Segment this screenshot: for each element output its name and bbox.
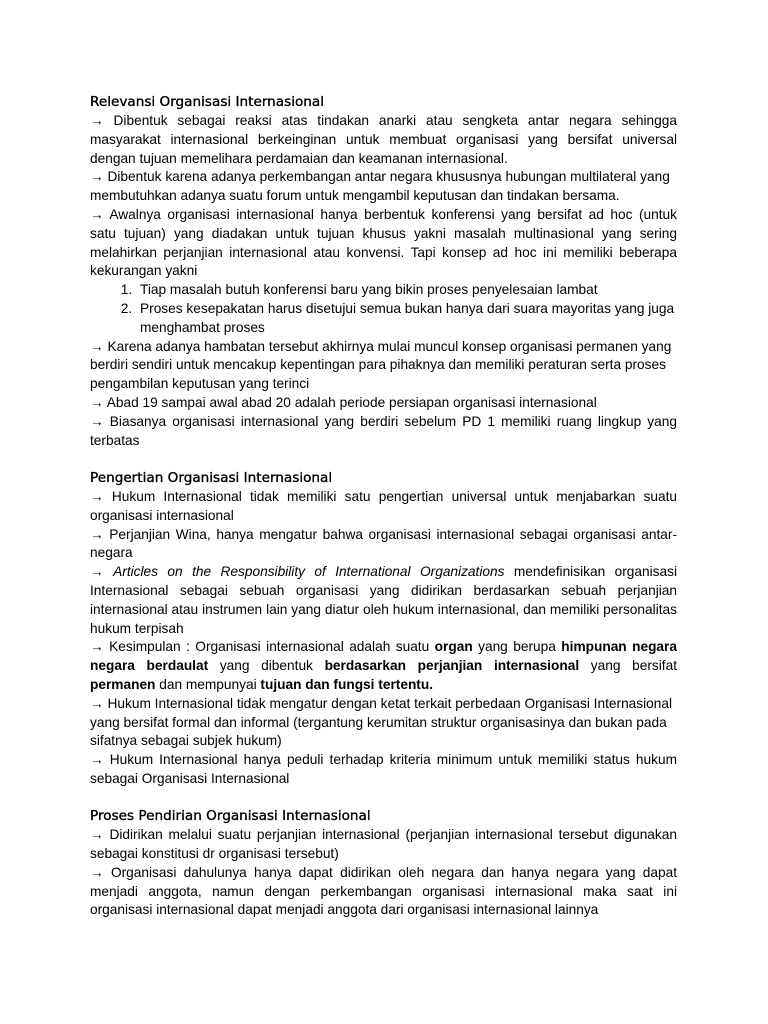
section-title: Pengertian Organisasi Internasional (90, 469, 333, 486)
paragraph: → Awalnya organisasi internasional hanya berbentuk konferensi yang bersifat ad hoc (untuk satu tujuan) yang diadakan untuk tujuan khusus yakni masalah multinasional yang sering melahirkan perjanjian internasional atau konvensi. Tapi konsep ad hoc ini memiliki beberapa kekurangan yakni (90, 206, 677, 279)
bold-text: berdasarkan perjanjian internasional (324, 658, 580, 674)
section-proses-pendirian (90, 807, 677, 920)
paragraph-kesimpulan (90, 638, 677, 694)
bold-text: organ (434, 639, 473, 655)
paragraph-articles (90, 563, 677, 638)
paragraph: → Hukum Internasional tidak memiliki satu pengertian universal untuk menjabarkan suatu organisasi internasional (90, 488, 677, 523)
bold-text: permanen (90, 676, 156, 692)
text: yang bersifat (579, 658, 678, 674)
arrow: → (90, 564, 114, 580)
paragraph: → Karena adanya hambatan tersebut akhirnya mulai muncul konsep organisasi permanen yang berdiri sendiri untuk mencakup kepentingan para pihaknya dan memiliki peraturan serta proses pengambilan keputusan yang terinci (90, 338, 672, 392)
paragraph: → Dibentuk karena adanya perkembangan antar negara khususnya hubungan multilateral yang membutuhkan adanya suatu forum untuk mengambil keputusan dan tindakan bersama. (90, 169, 670, 204)
bold-text: tujuan dan fungsi tertentu. (260, 676, 434, 692)
text: mendefinisikan organisasi Internasional sebagai sebuah organisasi yang didirikan berdasarkan sebuah perjanjian internasional atau instrumen lain yang diatur oleh hukum internasional, dan memiliki personalitas hukum terpisah (90, 564, 677, 636)
text: → Kesimpulan : Organisasi internasional adalah suatu (90, 639, 435, 655)
section-title: Relevansi Organisasi Internasional (90, 94, 325, 110)
list-item: 2. Proses kesepakatan harus disetujui semua bukan hanya dari suara mayoritas yang juga menghambat proses (136, 300, 677, 338)
text: yang berupa (472, 639, 562, 655)
paragraph: → Organisasi dahulunya hanya dapat didirikan oleh negara dan hanya negara yang dapat menjadi anggota, namun dengan perkembangan organisasi internasional maka saat ini organisasi internasional dapat menjadi anggota dari organisasi internasional lainnya (90, 864, 677, 918)
text: yang dibentuk (208, 658, 325, 674)
document-page (90, 93, 677, 939)
italic-title: Articles on the Responsibility of International Organizations (113, 564, 505, 580)
section-pengertian (90, 469, 677, 789)
list-item: 1. Tiap masalah butuh konferensi baru yang bikin proses penyelesaian lambat (136, 281, 677, 300)
paragraph: → Perjanjian Wina, hanya mengatur bahwa organisasi internasional sebagai organisasi antar-negara (90, 526, 677, 561)
paragraph: → Dibentuk sebagai reaksi atas tindakan anarki atau sengketa antar negara sehingga masyarakat internasional berkeinginan untuk membuat organisasi yang bersifat universal dengan tujuan memelihara perdamaian dan keamanan internasional. (90, 113, 677, 166)
paragraph: → Biasanya organisasi internasional yang berdiri sebelum PD 1 memiliki ruang lingkup yang terbatas (90, 413, 677, 448)
text: dan mempunyai (155, 676, 261, 692)
paragraph: → Abad 19 sampai awal abad 20 adalah periode persiapan organisasi internasional (90, 394, 597, 410)
bold-text: himpunan negara negara berdaulat (90, 639, 677, 674)
section-relevansi (90, 93, 677, 450)
paragraph: → Hukum Internasional tidak mengatur dengan ketat terkait perbedaan Organisasi Internasional yang bersifat formal dan informal (tergantung kerumitan struktur organisasinya dan bukan pada sifatnya sebagai subjek hukum) (90, 695, 673, 749)
section-title: Proses Pendirian Organisasi Internasional (90, 808, 371, 825)
paragraph: → Hukum Internasional hanya peduli terhadap kriteria minimum untuk memiliki status hukum sebagai Organisasi Internasional (90, 752, 677, 786)
numbered-list (90, 281, 677, 337)
paragraph: → Didirikan melalui suatu perjanjian internasional (perjanjian internasional tersebut digunakan sebagai konstitusi dr organisasi tersebut) (90, 827, 677, 862)
